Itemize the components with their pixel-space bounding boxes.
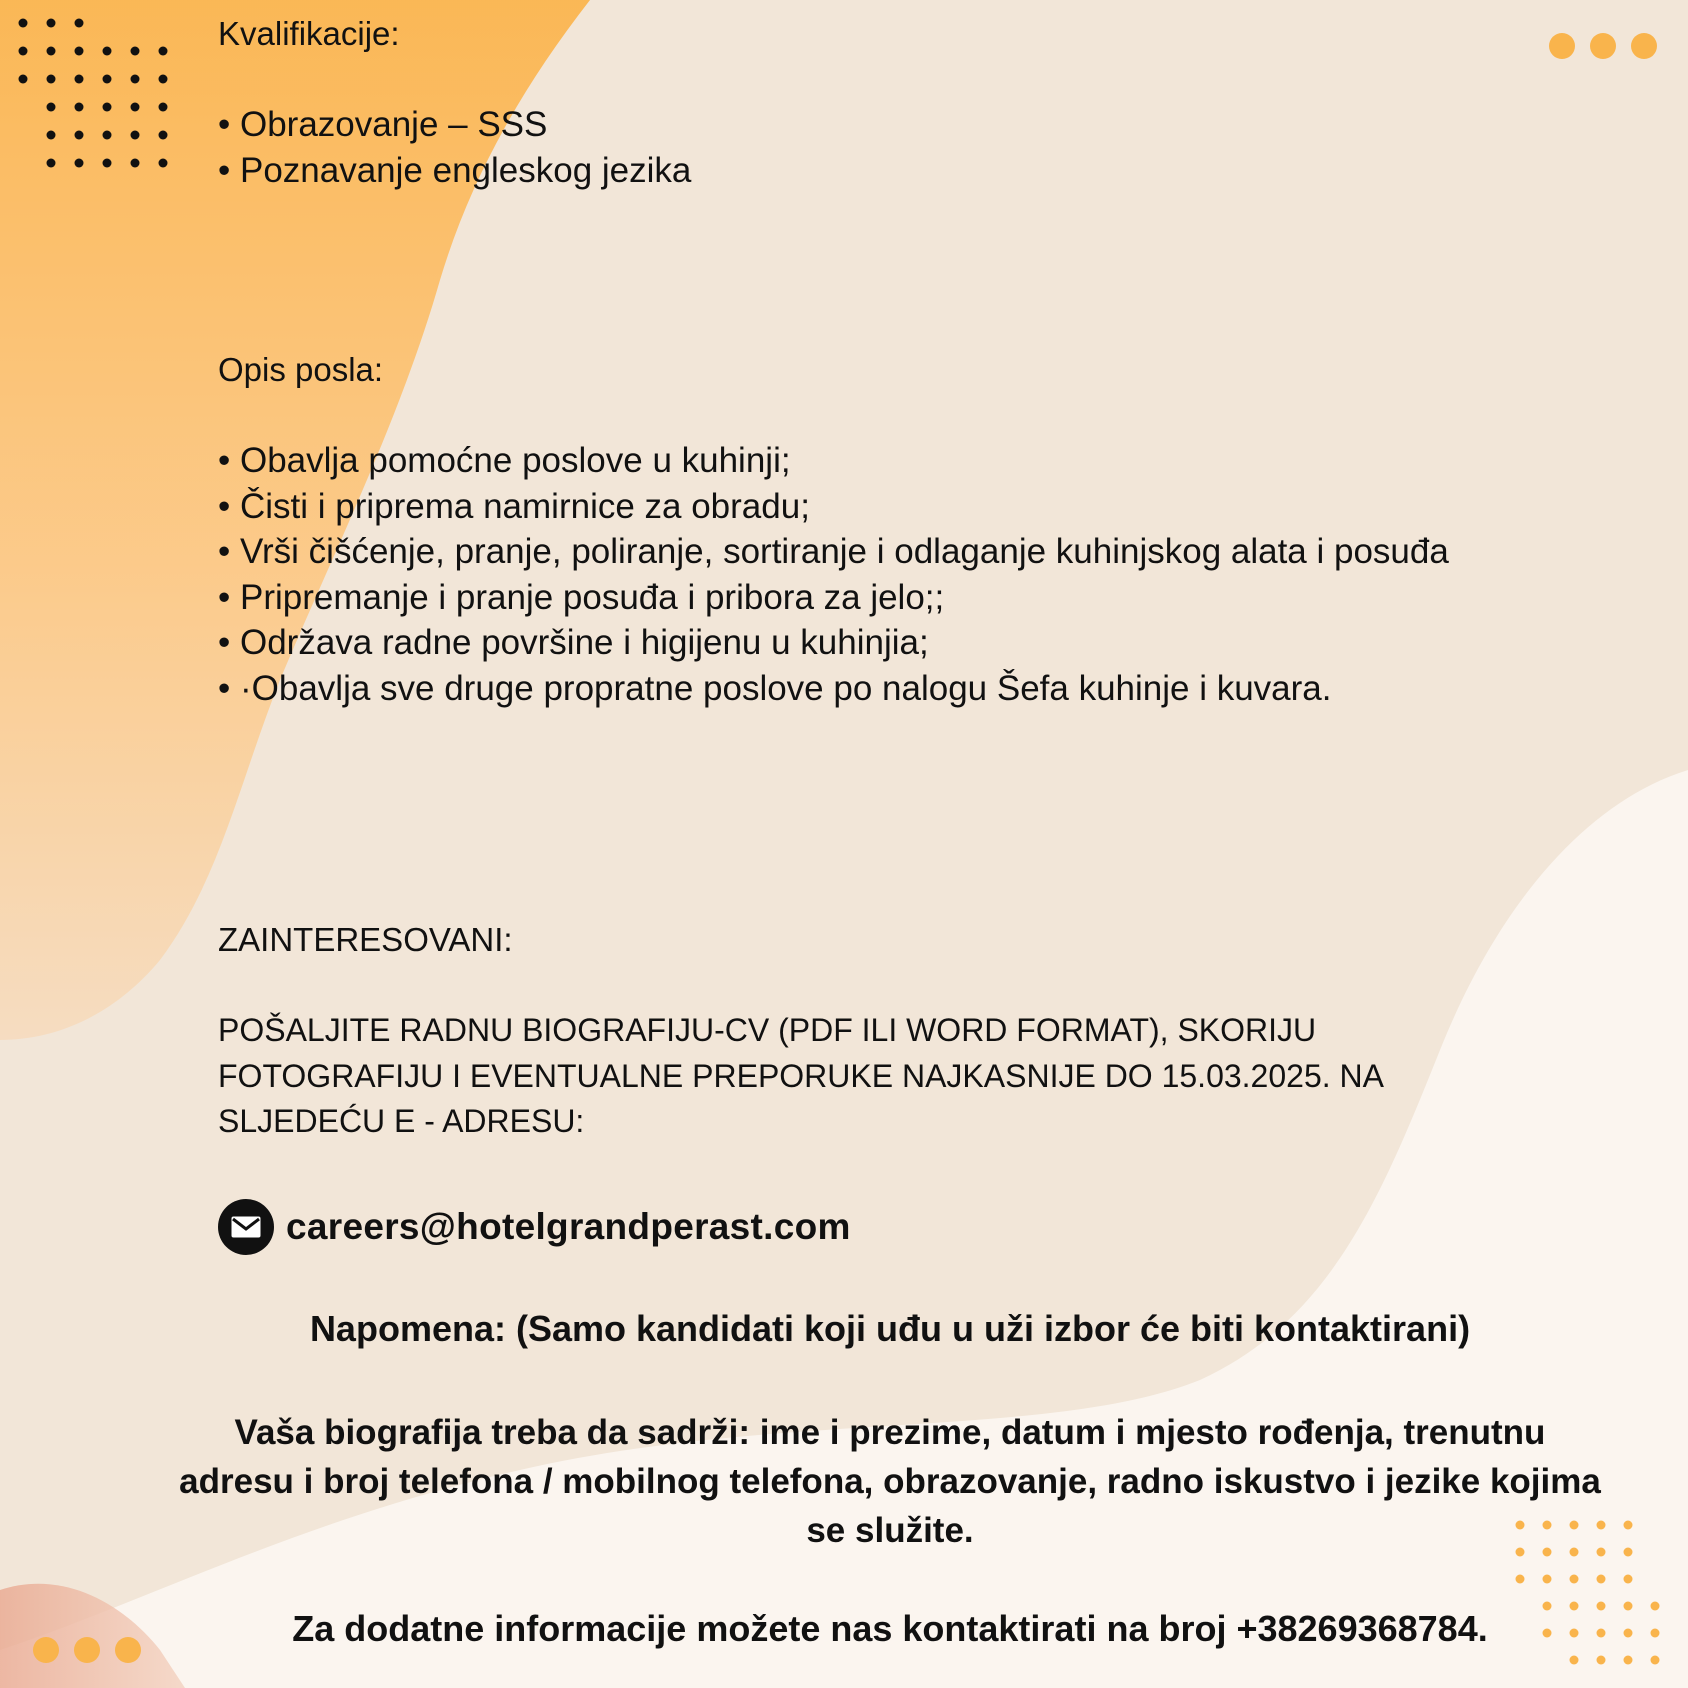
orange-dot-top-3	[1631, 33, 1657, 59]
duty-item: • Pripremanje i pranje posuđa i pribora za jelo;;	[218, 577, 945, 617]
duty-item: • Obavlja pomoćne poslove u kuhinji;	[218, 441, 791, 480]
phone-info: Za dodatne informacije možete nas kontaktirati na broj +38269368784.	[292, 1608, 1488, 1649]
qualifications-section	[218, 12, 691, 193]
job-description-title: Opis posla:	[218, 351, 384, 388]
qualifications-title: Kvalifikacije:	[218, 15, 400, 52]
orange-dot-top-1	[1549, 33, 1575, 59]
instructions-line: POŠALJITE RADNU BIOGRAFIJU-CV (PDF ILI WORD FORMAT), SKORIJU	[218, 1012, 1317, 1048]
duty-item: • Vrši čišćenje, pranje, poliranje, sortiranje i odlaganje kuhinjskog alata i posuđa	[218, 532, 1449, 571]
job-description-list	[218, 438, 1449, 711]
cv-contents-paragraph	[90, 1408, 1688, 1555]
qualification-item: • Poznavanje engleskog jezika	[218, 150, 692, 190]
qualification-item: • Obrazovanje – SSS	[218, 105, 548, 144]
email-contact[interactable]	[218, 1199, 851, 1255]
orange-dot-bottom-1	[33, 1637, 59, 1663]
interested-title: ZAINTERESOVANI:	[218, 921, 513, 958]
instructions-line: SLJEDEĆU E - ADRESU:	[218, 1103, 585, 1139]
job-description-section	[218, 348, 1449, 711]
duty-item: • ·Obavlja sve druge propratne poslove po nalogu Šefa kuhinje i kuvara.	[218, 668, 1332, 708]
duty-item: • Čisti i priprema namirnice za obradu;	[218, 486, 810, 526]
cv-contents-line: se služite.	[806, 1511, 974, 1550]
cv-contents-line: Vaša biografija treba da sadrži: ime i prezime, datum i mjesto rođenja, trenutnu	[234, 1413, 1546, 1452]
orange-dot-top-2	[1590, 33, 1616, 59]
interested-section	[218, 918, 1384, 1145]
envelope-icon	[218, 1199, 274, 1255]
shortlist-note: Napomena: (Samo kandidati koji uđu u uži izbor će biti kontaktirani)	[309, 1308, 1471, 1349]
instructions-line: FOTOGRAFIJU I EVENTUALNE PREPORUKE NAJKASNIJE DO 15.03.2025. NA	[218, 1057, 1384, 1094]
qualifications-list	[218, 102, 691, 193]
cv-contents-line: adresu i broj telefona / mobilnog telefona, obrazovanje, radno iskustvo i jezike kojima	[179, 1462, 1601, 1501]
email-address-link[interactable]: careers@hotelgrandperast.com	[286, 1206, 851, 1247]
duty-item: • Održava radne površine i higijenu u kuhinjia;	[218, 623, 929, 662]
